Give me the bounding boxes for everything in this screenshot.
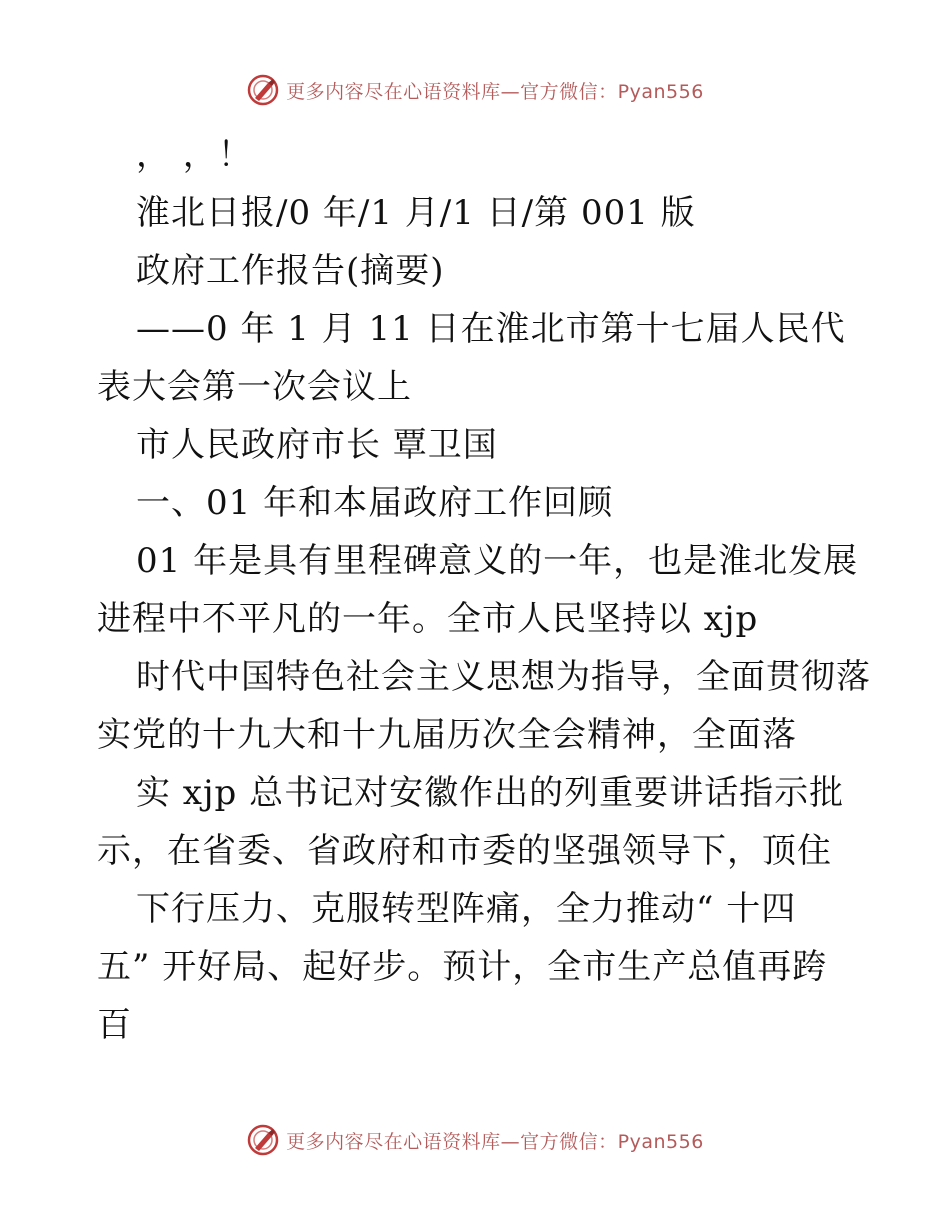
text-line: 五” 开好局、起好步。预计，全市生产总值再跨 xyxy=(97,947,828,987)
footer-watermark-text: 更多内容尽在心语资料库—官方微信：Pyan556 xyxy=(286,1130,704,1153)
text-line: 市人民政府市长 覃卫国 xyxy=(136,425,498,465)
text-line: 实 xjp 总书记对安徽作出的列重要讲话指示批 xyxy=(136,773,845,813)
text-line: 时代中国特色社会主义思想为指导，全面贯彻落 xyxy=(136,657,871,697)
pen-nib-logo-icon xyxy=(246,1123,280,1157)
text-line: 政府工作报告(摘要) xyxy=(136,251,445,291)
header-watermark xyxy=(0,70,950,110)
text-line: ， ，！ xyxy=(136,135,253,175)
text-line: 一、01 年和本届政府工作回顾 xyxy=(136,483,614,523)
text-line: 实党的十九大和十九届历次全会精神，全面落 xyxy=(97,715,797,755)
text-line: 表大会第一次会议上 xyxy=(97,367,412,407)
footer-watermark xyxy=(0,1120,950,1160)
header-watermark-text: 更多内容尽在心语资料库—官方微信：Pyan556 xyxy=(286,80,704,103)
pen-nib-logo-icon xyxy=(246,73,280,107)
document-body xyxy=(97,126,871,1054)
text-line: 01 年是具有里程碑意义的一年，也是淮北发展 xyxy=(136,541,859,581)
text-line: 下行压力、克服转型阵痛，全力推动“ 十四 xyxy=(136,889,797,929)
text-line: 淮北日报/0 年/1 月/1 日/第 001 版 xyxy=(136,193,696,233)
text-line: 示，在省委、省政府和市委的坚强领导下，顶住 xyxy=(97,831,832,871)
text-line: ——0 年 1 月 11 日在淮北市第十七届人民代 xyxy=(136,309,846,349)
text-line: 百 xyxy=(97,1005,132,1045)
text-line: 进程中不平凡的一年。全市人民坚持以 xjp xyxy=(97,599,759,639)
